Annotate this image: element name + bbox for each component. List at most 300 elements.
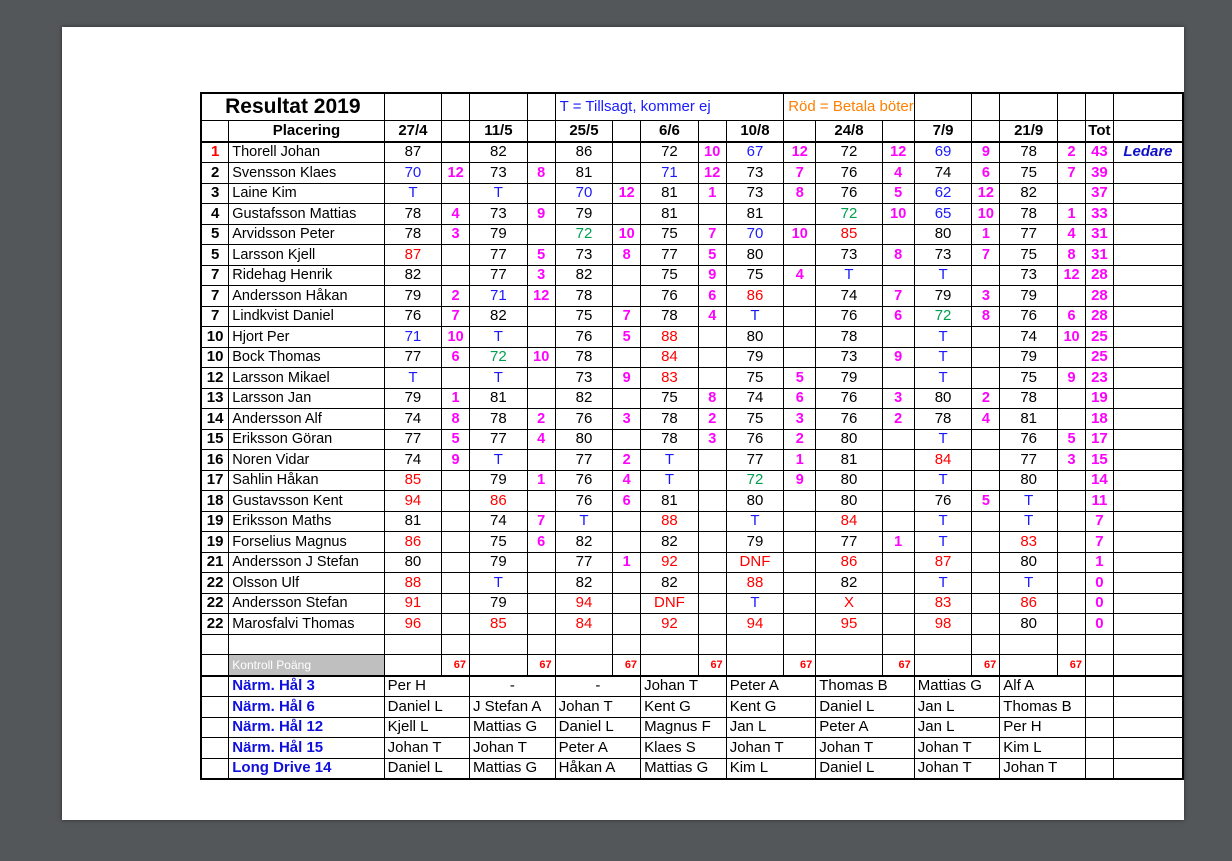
score-cell: 77 (384, 347, 442, 368)
points-cell: 10 (972, 204, 1000, 225)
points-cell (1058, 409, 1086, 430)
total-cell: 23 (1085, 368, 1113, 389)
empty-cell (201, 717, 229, 738)
competition-winner: Mattias G (641, 758, 727, 779)
competition-winner: Per H (1000, 717, 1086, 738)
table-row (201, 409, 1183, 430)
score-cell: 76 (816, 183, 882, 204)
points-cell (1058, 511, 1086, 532)
points-cell (882, 327, 914, 348)
legend-tillsagt: T = Tillsagt, kommer ej (555, 93, 784, 121)
total-cell: 28 (1085, 286, 1113, 307)
note-cell (1113, 491, 1183, 512)
score-cell: 80 (726, 245, 784, 266)
player-name: Forselius Magnus (229, 532, 384, 553)
score-cell: 77 (470, 265, 528, 286)
empty-cell (527, 634, 555, 655)
points-cell: 8 (784, 183, 816, 204)
empty-cell (698, 634, 726, 655)
score-cell: 74 (1000, 327, 1058, 348)
points-cell: 4 (698, 306, 726, 327)
competition-row (201, 758, 1183, 779)
empty-cell (555, 634, 613, 655)
competition-winner: J Stefan A (470, 697, 556, 718)
score-cell: 82 (816, 573, 882, 594)
score-cell: 71 (470, 286, 528, 307)
points-cell: 4 (527, 429, 555, 450)
points-cell (527, 450, 555, 471)
points-cell (442, 573, 470, 594)
points-cell: 1 (698, 183, 726, 204)
score-cell: 82 (641, 532, 699, 553)
points-cell (442, 368, 470, 389)
score-cell: 82 (555, 573, 613, 594)
score-cell: 78 (914, 409, 972, 430)
competition-winner: Mattias G (914, 676, 1000, 697)
competition-winner: Daniel L (816, 697, 914, 718)
note-cell (1113, 593, 1183, 614)
points-cell: 5 (613, 327, 641, 348)
score-cell: 77 (1000, 224, 1058, 245)
player-name: Thorell Johan (229, 142, 384, 163)
rank-cell: 10 (201, 327, 229, 348)
note-cell (1113, 470, 1183, 491)
score-cell: 77 (726, 450, 784, 471)
score-cell: 78 (470, 409, 528, 430)
points-cell (442, 245, 470, 266)
score-cell: 82 (1000, 183, 1058, 204)
empty-cell (1113, 655, 1183, 676)
points-cell (527, 368, 555, 389)
total-cell: 17 (1085, 429, 1113, 450)
player-name: Andersson Alf (229, 409, 384, 430)
score-cell: 83 (914, 593, 972, 614)
score-cell: T (726, 306, 784, 327)
points-cell: 1 (972, 224, 1000, 245)
points-cell (882, 552, 914, 573)
points-cell (613, 614, 641, 635)
score-cell: 71 (641, 163, 699, 184)
note-cell (1113, 511, 1183, 532)
score-cell: 88 (641, 327, 699, 348)
total-cell: 37 (1085, 183, 1113, 204)
points-cell (972, 573, 1000, 594)
score-cell: 75 (641, 224, 699, 245)
score-cell: 78 (1000, 142, 1058, 163)
points-cell (1058, 573, 1086, 594)
points-cell (613, 511, 641, 532)
points-cell: 6 (442, 347, 470, 368)
score-cell: 79 (384, 388, 442, 409)
empty-cell (1113, 676, 1183, 697)
column-header-spacer (972, 121, 1000, 142)
total-cell: 28 (1085, 265, 1113, 286)
points-cell: 1 (784, 450, 816, 471)
points-cell (1058, 388, 1086, 409)
total-cell: 11 (1085, 491, 1113, 512)
score-cell: 80 (726, 327, 784, 348)
score-cell: 78 (641, 429, 699, 450)
table-row (201, 491, 1183, 512)
points-cell (442, 552, 470, 573)
note-cell (1113, 573, 1183, 594)
points-cell: 4 (1058, 224, 1086, 245)
points-cell (1058, 532, 1086, 553)
points-cell (442, 532, 470, 553)
player-name: Andersson Håkan (229, 286, 384, 307)
note-cell (1113, 163, 1183, 184)
score-cell: 76 (816, 409, 882, 430)
empty-cell (882, 634, 914, 655)
competition-winner: Daniel L (384, 697, 469, 718)
points-cell: 5 (972, 491, 1000, 512)
points-cell (882, 429, 914, 450)
score-cell: 72 (816, 204, 882, 225)
score-cell: DNF (641, 593, 699, 614)
score-cell: 98 (914, 614, 972, 635)
score-cell: 62 (914, 183, 972, 204)
points-cell (698, 593, 726, 614)
points-cell (698, 552, 726, 573)
score-cell: 79 (816, 368, 882, 389)
points-cell: 3 (613, 409, 641, 430)
total-cell: 31 (1085, 245, 1113, 266)
points-cell: 10 (882, 204, 914, 225)
rank-cell: 1 (201, 142, 229, 163)
kontroll-points: 67 (442, 655, 470, 676)
competition-winner: Johan T (555, 697, 640, 718)
points-cell: 12 (527, 286, 555, 307)
player-name: Andersson Stefan (229, 593, 384, 614)
points-cell: 1 (1058, 204, 1086, 225)
score-cell: 86 (555, 142, 613, 163)
points-cell: 12 (1058, 265, 1086, 286)
competition-winner: Alf A (1000, 676, 1086, 697)
points-cell: 2 (1058, 142, 1086, 163)
points-cell: 9 (698, 265, 726, 286)
points-cell: 5 (442, 429, 470, 450)
total-cell: 7 (1085, 532, 1113, 553)
note-cell (1113, 245, 1183, 266)
column-header-spacer (784, 121, 816, 142)
empty-cell (816, 655, 882, 676)
competition-winner: Kjell L (384, 717, 469, 738)
note-cell (1113, 347, 1183, 368)
points-cell: 4 (972, 409, 1000, 430)
points-cell: 10 (784, 224, 816, 245)
points-cell: 12 (882, 142, 914, 163)
score-cell: 76 (914, 491, 972, 512)
points-cell: 12 (784, 142, 816, 163)
rank-cell: 4 (201, 204, 229, 225)
competition-row (201, 697, 1183, 718)
rank-cell: 14 (201, 409, 229, 430)
competition-winner: Per H (384, 676, 469, 697)
points-cell: 3 (972, 286, 1000, 307)
player-name: Andersson J Stefan (229, 552, 384, 573)
points-cell (698, 327, 726, 348)
score-cell: 75 (555, 306, 613, 327)
points-cell (784, 306, 816, 327)
score-cell: T (726, 593, 784, 614)
table-row (201, 593, 1183, 614)
rank-cell: 10 (201, 347, 229, 368)
points-cell (698, 491, 726, 512)
player-name: Hjort Per (229, 327, 384, 348)
points-cell (698, 204, 726, 225)
blank-row (201, 634, 1183, 655)
score-cell: 77 (816, 532, 882, 553)
table-row (201, 614, 1183, 635)
points-cell: 3 (882, 388, 914, 409)
total-cell: 18 (1085, 409, 1113, 430)
table-row (201, 368, 1183, 389)
points-cell (698, 511, 726, 532)
points-cell (698, 573, 726, 594)
points-cell (442, 511, 470, 532)
score-cell: 76 (1000, 306, 1058, 327)
points-cell (882, 470, 914, 491)
score-cell: 79 (384, 286, 442, 307)
competition-winner: Jan L (914, 717, 1000, 738)
points-cell (527, 593, 555, 614)
competition-label: Long Drive 14 (229, 758, 384, 779)
empty-cell (1113, 697, 1183, 718)
score-cell: 73 (816, 347, 882, 368)
score-cell: 87 (384, 142, 442, 163)
points-cell (527, 573, 555, 594)
points-cell (784, 491, 816, 512)
score-cell: 95 (816, 614, 882, 635)
score-cell: 79 (470, 224, 528, 245)
score-cell: 73 (470, 163, 528, 184)
competition-winner: - (470, 676, 556, 697)
empty-cell (384, 655, 442, 676)
points-cell (972, 327, 1000, 348)
score-cell: T (816, 265, 882, 286)
score-cell: 81 (641, 183, 699, 204)
table-row (201, 388, 1183, 409)
points-cell: 10 (698, 142, 726, 163)
score-cell: 80 (1000, 614, 1058, 635)
points-cell: 6 (698, 286, 726, 307)
player-name: Noren Vidar (229, 450, 384, 471)
points-cell: 6 (784, 388, 816, 409)
empty-cell (914, 634, 972, 655)
score-cell: 75 (1000, 245, 1058, 266)
competition-winner: Magnus F (641, 717, 727, 738)
player-name: Eriksson Maths (229, 511, 384, 532)
competition-label: Närm. Hål 6 (229, 697, 384, 718)
score-cell: 84 (641, 347, 699, 368)
score-cell: 74 (470, 511, 528, 532)
rank-cell: 7 (201, 265, 229, 286)
note-cell (1113, 614, 1183, 635)
competition-winner: Johan T (641, 676, 727, 697)
results-table (200, 92, 1184, 780)
score-cell: 88 (641, 511, 699, 532)
score-cell: T (914, 347, 972, 368)
empty-cell (1085, 676, 1113, 697)
points-cell (1058, 347, 1086, 368)
score-cell: 85 (816, 224, 882, 245)
total-cell: 25 (1085, 347, 1113, 368)
competition-winner: Peter A (555, 738, 640, 759)
score-cell: T (914, 573, 972, 594)
column-header-spacer (613, 121, 641, 142)
score-cell: T (384, 183, 442, 204)
note-cell (1113, 306, 1183, 327)
points-cell (1058, 552, 1086, 573)
score-cell: 78 (384, 224, 442, 245)
points-cell: 6 (972, 163, 1000, 184)
empty-cell (1000, 655, 1058, 676)
points-cell: 5 (1058, 429, 1086, 450)
kontroll-points: 67 (527, 655, 555, 676)
rank-cell: 7 (201, 306, 229, 327)
player-name: Laine Kim (229, 183, 384, 204)
score-cell: 73 (914, 245, 972, 266)
total-cell: 0 (1085, 593, 1113, 614)
rank-cell: 19 (201, 511, 229, 532)
score-cell: 77 (641, 245, 699, 266)
competition-winner: Daniel L (555, 717, 640, 738)
competition-winner: Johan T (816, 738, 914, 759)
empty-cell (1085, 655, 1113, 676)
score-cell: T (470, 573, 528, 594)
points-cell (882, 265, 914, 286)
score-cell: 81 (470, 388, 528, 409)
points-cell (784, 532, 816, 553)
column-header-date: 6/6 (641, 121, 699, 142)
competition-winner: Jan L (726, 717, 816, 738)
score-cell: 86 (816, 552, 882, 573)
points-cell: 12 (613, 183, 641, 204)
player-name: Eriksson Göran (229, 429, 384, 450)
points-cell (972, 470, 1000, 491)
points-cell (972, 450, 1000, 471)
score-cell: 87 (384, 245, 442, 266)
score-cell: 76 (641, 286, 699, 307)
score-cell: 78 (555, 286, 613, 307)
score-cell: 80 (555, 429, 613, 450)
score-cell: 80 (816, 470, 882, 491)
competition-winner: Johan T (1000, 758, 1086, 779)
competition-winner: Håkan A (555, 758, 640, 779)
empty-cell (1085, 738, 1113, 759)
total-cell: 31 (1085, 224, 1113, 245)
points-cell: 3 (1058, 450, 1086, 471)
rank-cell: 3 (201, 183, 229, 204)
total-cell: 14 (1085, 470, 1113, 491)
score-cell: 84 (914, 450, 972, 471)
points-cell: 8 (527, 163, 555, 184)
score-cell: 77 (470, 429, 528, 450)
points-cell: 5 (527, 245, 555, 266)
column-header-date: 25/5 (555, 121, 613, 142)
table-row (201, 573, 1183, 594)
score-cell: 79 (914, 286, 972, 307)
score-cell: 74 (914, 163, 972, 184)
points-cell (784, 347, 816, 368)
points-cell: 10 (613, 224, 641, 245)
points-cell: 7 (972, 245, 1000, 266)
score-cell: 77 (470, 245, 528, 266)
empty-cell (201, 738, 229, 759)
total-cell: 28 (1085, 306, 1113, 327)
score-cell: 79 (555, 204, 613, 225)
points-cell: 8 (882, 245, 914, 266)
table-row (201, 142, 1183, 163)
score-cell: 79 (1000, 286, 1058, 307)
competition-winner: Johan T (470, 738, 556, 759)
score-cell: 82 (384, 265, 442, 286)
score-cell: 69 (914, 142, 972, 163)
points-cell (1058, 286, 1086, 307)
empty-cell (972, 634, 1000, 655)
score-cell: 78 (816, 327, 882, 348)
score-cell: 70 (555, 183, 613, 204)
points-cell: 8 (442, 409, 470, 430)
rank-cell: 21 (201, 552, 229, 573)
empty-cell (1000, 634, 1058, 655)
rank-cell: 22 (201, 593, 229, 614)
score-cell: 76 (816, 306, 882, 327)
kontroll-points: 67 (882, 655, 914, 676)
points-cell: 5 (698, 245, 726, 266)
points-cell: 8 (698, 388, 726, 409)
empty-cell (442, 634, 470, 655)
score-cell: 87 (914, 552, 972, 573)
score-cell: T (470, 368, 528, 389)
points-cell (784, 573, 816, 594)
points-cell (527, 224, 555, 245)
document-page (62, 27, 1184, 820)
table-row (201, 265, 1183, 286)
empty-cell (201, 634, 229, 655)
points-cell: 6 (1058, 306, 1086, 327)
score-cell: 76 (555, 409, 613, 430)
score-cell: 88 (384, 573, 442, 594)
empty-cell (641, 655, 699, 676)
points-cell (698, 450, 726, 471)
score-cell: 77 (555, 552, 613, 573)
score-cell: 72 (641, 142, 699, 163)
score-cell: 70 (726, 224, 784, 245)
points-cell (1058, 183, 1086, 204)
empty-cell (201, 697, 229, 718)
points-cell (698, 614, 726, 635)
points-cell (527, 183, 555, 204)
page-title: Resultat 2019 (201, 93, 384, 121)
kontroll-points: 67 (1058, 655, 1086, 676)
competition-winner: Peter A (816, 717, 914, 738)
score-cell: 77 (555, 450, 613, 471)
score-cell: T (641, 470, 699, 491)
points-cell: 7 (784, 163, 816, 184)
points-cell: 9 (972, 142, 1000, 163)
empty-cell (201, 758, 229, 779)
competition-label: Närm. Hål 12 (229, 717, 384, 738)
points-cell (442, 491, 470, 512)
points-cell (882, 224, 914, 245)
score-cell: 82 (555, 532, 613, 553)
column-header-date: 11/5 (470, 121, 528, 142)
column-header-spacer (1113, 121, 1183, 142)
note-cell (1113, 450, 1183, 471)
points-cell (882, 573, 914, 594)
total-cell: 1 (1085, 552, 1113, 573)
